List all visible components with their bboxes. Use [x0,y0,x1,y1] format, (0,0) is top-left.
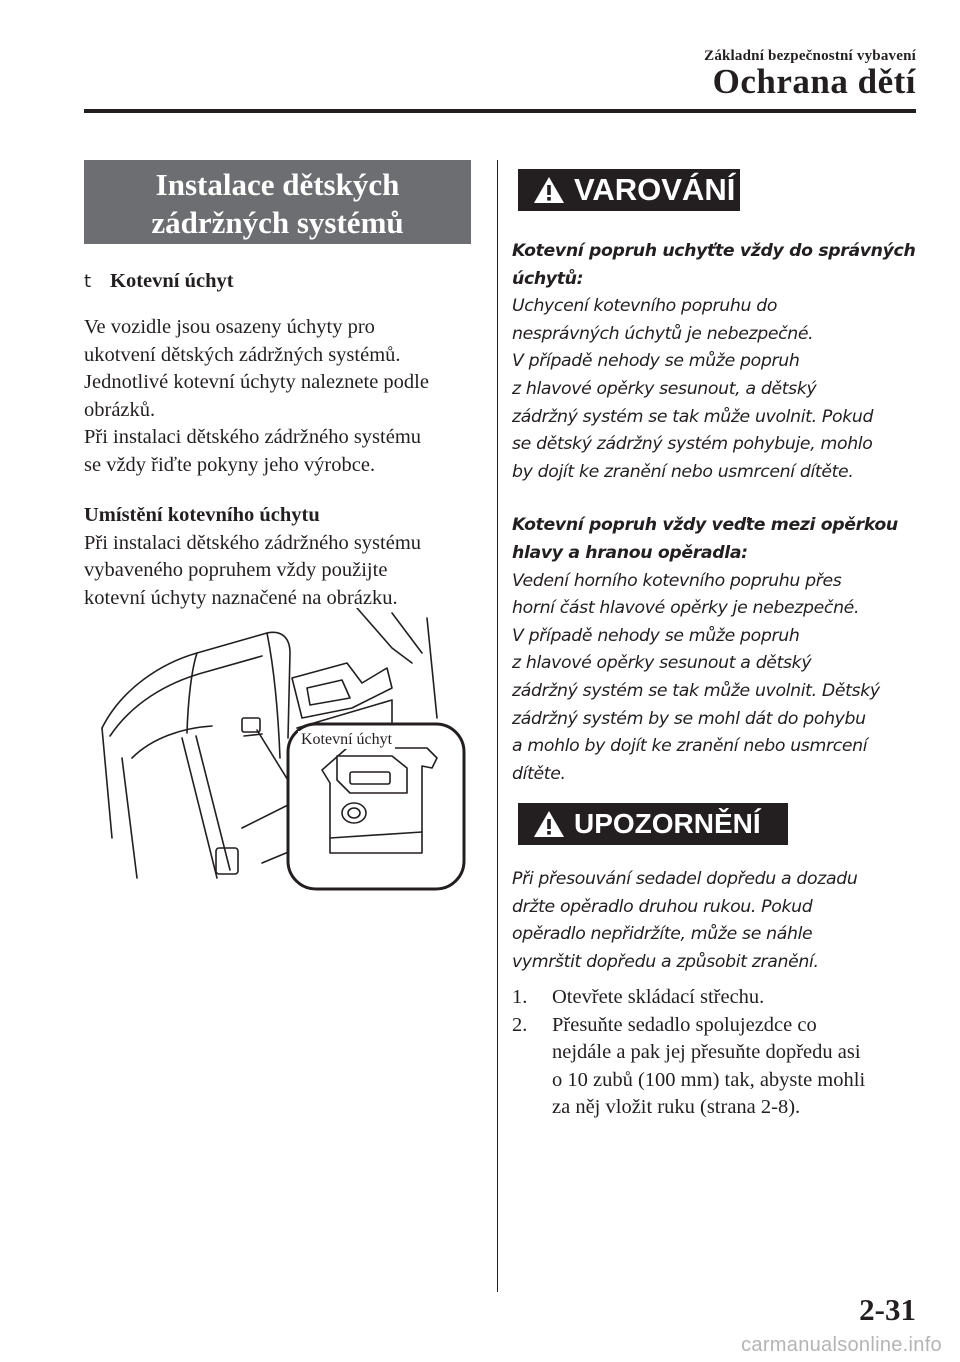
caution-label: UPOZORNĚNÍ [574,808,761,839]
text-line: Při instalaci dětského zádržného systému [84,531,422,554]
caution-body [512,866,922,976]
intro-paragraph [84,314,484,479]
warning-label: VAROVÁNÍ [574,172,736,207]
text-line: Jednotlivé kotevní úchyty naleznete podle [84,371,429,393]
text-line: Při instalaci dětského zádržného systému [84,426,422,448]
text-line: se vždy řiďte pokyny jeho výrobce. [84,453,376,476]
header-rule [84,109,916,113]
text-line: Kotevní popruh uchyťte vždy do správných [512,241,916,261]
text-line: zádržný systém se tak může uvolnit. Dětský [512,680,880,701]
warning-heading-2 [512,512,922,567]
text-line: hlavy a hranou opěradla: [512,542,748,563]
banner-line-1: Instalace dětských [155,167,400,202]
text-line: o 10 zubů (100 mm) tak, abyste mohli [552,1068,866,1091]
text-line: Uchycení kotevního popruhu do [512,296,778,317]
anchor-illustration [92,608,472,893]
text-line: za něj vložit ruku (strana 2-8). [552,1096,801,1118]
step-number: 1. [512,986,528,1008]
text-line: opěradlo nepřidržíte, může se náhle [512,924,813,945]
text-line: úchytů: [512,268,584,289]
text-line: zádržný systém by se mohl dát do pohybu [512,708,866,729]
list-item [512,1012,912,1122]
warning-body-2 [512,568,922,789]
text-line: by dojít ke zranění nebo usmrcení dítěte. [512,461,854,482]
text-line: a mohlo by dojít ke zranění nebo usmrcení [512,736,868,757]
text-line: z hlavové opěrky sesunout, a dětský [512,378,817,399]
text-line: zádržný systém se tak může uvolnit. Pokud [512,406,874,427]
text-line: dítěte. [512,763,566,784]
subsection-heading [84,270,234,293]
bullet-icon: t [84,271,92,292]
warning-triangle-icon [532,175,566,205]
column-divider [497,160,498,1292]
page-number: 2-31 [859,1292,916,1327]
warning-heading-1 [512,238,922,293]
step-number: 2. [512,1013,528,1036]
caution-text [512,866,922,976]
text-line: se dětský zádržný systém pohybuje, mohlo [512,434,873,455]
location-paragraph [84,502,484,612]
text-line: V případě nehody se může popruh [512,625,800,646]
text-line: držte opěradlo druhou rukou. Pokud [512,896,813,917]
subsection-title: Kotevní úchyt [110,270,234,292]
footer-watermark: carmanualsonline.info [741,1334,942,1356]
text-line: Ve vozidle jsou osazeny úchyty pro [84,316,375,338]
text-line: nesprávných úchytů je nebezpečné. [512,323,814,344]
warning-text [512,238,922,788]
caution-banner [518,803,788,845]
warning-body-1 [512,293,922,486]
text-line: vymrštit dopředu a způsobit zranění. [512,951,819,972]
text-line: kotevní úchyty naznačené na obrázku. [84,586,398,609]
list-item [512,984,912,1012]
text-line: obrázků. [84,398,156,421]
header-section-title: Základní bezpečnostní vybavení [704,48,916,64]
header-chapter-title: Ochrana dětí [712,62,916,101]
warning-banner [518,169,740,211]
section-banner [84,160,471,244]
warning-triangle-icon [532,809,566,839]
text-line: horní část hlavové opěrky je nebezpečné. [512,598,860,619]
text-line: vybaveného popruhem vždy použijte [84,559,388,581]
text-line: Přesuňte sedadlo spolujezdce co [552,1013,817,1036]
text-line: Vedení horního kotevního popruhu přes [512,570,842,591]
text-line: z hlavové opěrky sesunout a dětský [512,653,812,674]
figure-label: Kotevní úchyt [298,731,395,749]
banner-line-2: zádržných systémů [151,205,404,240]
text-line: Při přesouvání sedadel dopředu a dozadu [512,869,858,889]
text-line: ukotvení dětských zádržných systémů. [84,343,401,366]
location-title: Umístění kotevního úchytu [84,504,320,526]
text-line: Otevřete skládací střechu. [552,986,765,1008]
text-line: nejdále a pak jej přesuňte dopředu asi [552,1041,861,1063]
text-line: Kotevní popruh vždy veďte mezi opěrkou [512,515,898,536]
steps-list [512,984,912,1122]
text-line: V případě nehody se může popruh [512,351,800,372]
